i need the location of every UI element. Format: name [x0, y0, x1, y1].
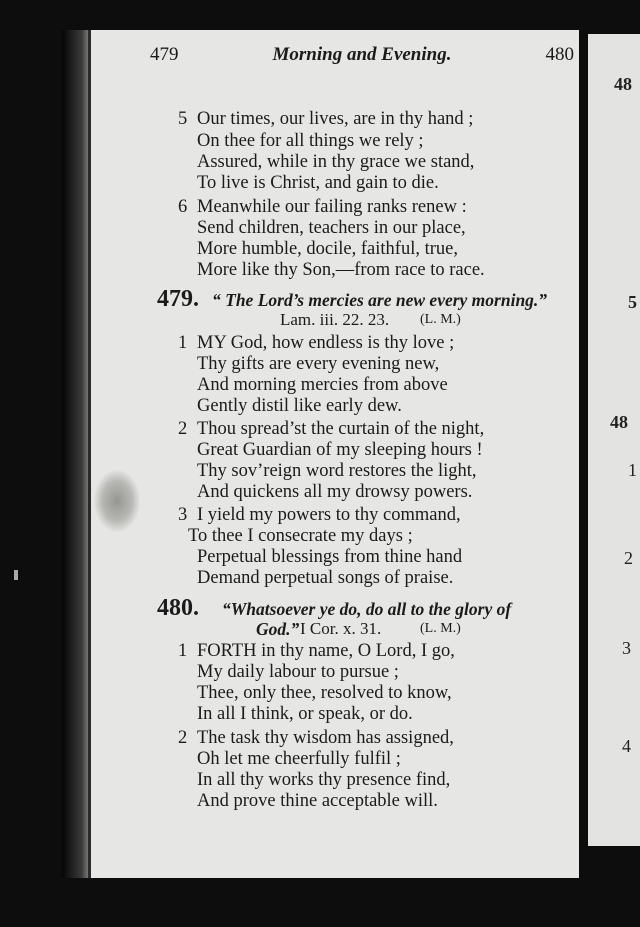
verse-line: Meanwhile our failing ranks renew :	[197, 197, 467, 217]
verse-line: And morning mercies from above	[197, 375, 448, 395]
hymn-number: 479.	[157, 286, 199, 312]
adjacent-hymn-number: 48	[610, 412, 628, 432]
verse-number: 1	[178, 333, 188, 353]
book-gutter-shadow	[62, 30, 90, 878]
adjacent-page-edge	[588, 34, 640, 846]
paper-stain	[94, 470, 140, 532]
verse-number: 5	[178, 109, 188, 129]
page-number-right: 480	[545, 44, 574, 65]
hymn-number: 480.	[157, 595, 199, 621]
verse-line: And quickens all my drowsy powers.	[197, 482, 473, 502]
verse-line: Gently distil like early dew.	[197, 396, 402, 416]
verse-line: Great Guardian of my sleeping hours !	[197, 440, 483, 460]
verse-line: In all I think, or speak, or do.	[197, 704, 413, 724]
verse-line: Thy gifts are every evening new,	[197, 354, 440, 374]
verse-line: On thee for all things we rely ;	[197, 131, 424, 151]
verse-line: More like thy Son,—from race to race.	[197, 260, 485, 280]
hymn-title: “Whatsoever ye do, do all to the glory of	[222, 599, 512, 619]
verse-line: MY God, how endless is thy love ;	[197, 333, 455, 353]
verse-line: My daily labour to pursue ;	[197, 662, 399, 682]
verse-line: Thee, only thee, resolved to know,	[197, 683, 452, 703]
verse-line: To live is Christ, and gain to die.	[197, 173, 439, 193]
verse-line: Perpetual blessings from thine hand	[197, 547, 463, 567]
verse-line: Demand perpetual songs of praise.	[197, 568, 454, 588]
verse-line: Send children, teachers in our place,	[197, 218, 466, 238]
margin-mark	[14, 570, 18, 580]
verse-line: The task thy wisdom has assigned,	[197, 728, 454, 748]
verse-line: Thy sov’reign word restores the light,	[197, 461, 477, 481]
hymn-meter: (L. M.)	[420, 312, 461, 327]
adjacent-verse-number: 3	[622, 638, 631, 658]
adjacent-verse-number: 2	[624, 548, 633, 568]
hymn-title-continued: God.”	[256, 619, 300, 639]
adjacent-verse-number: 1	[628, 460, 637, 480]
verse-number: 1	[178, 641, 188, 661]
verse-number: 2	[178, 728, 188, 748]
hymn-title: “ The Lord’s mercies are new every morning.”	[212, 290, 548, 310]
verse-line: Assured, while in thy grace we stand,	[197, 152, 475, 172]
verse-line: FORTH in thy name, O Lord, I go,	[197, 641, 455, 661]
adjacent-hymn-number: 5	[628, 292, 637, 312]
scripture-reference: Lam. iii. 22. 23.	[280, 310, 390, 329]
verse-line: I yield my powers to thy command,	[197, 505, 461, 525]
page-number-left: 479	[150, 44, 179, 65]
verse-line: More humble, docile, faithful, true,	[197, 239, 458, 259]
verse-line: And prove thine acceptable will.	[197, 791, 438, 811]
verse-line: Oh let me cheerfully fulfil ;	[197, 749, 401, 769]
verse-line: In all thy works thy presence find,	[197, 770, 451, 790]
running-title: Morning and Evening.	[272, 44, 452, 65]
verse-number: 2	[178, 419, 188, 439]
hymn-meter: (L. M.)	[420, 621, 461, 636]
verse-line: To thee I consecrate my days ;	[188, 526, 413, 546]
verse-number: 3	[178, 505, 188, 525]
verse-line: Our times, our lives, are in thy hand ;	[197, 109, 474, 129]
scripture-reference: I Cor. x. 31.	[300, 619, 382, 638]
adjacent-verse-number: 4	[622, 736, 631, 756]
verse-line: Thou spread’st the curtain of the night,	[197, 419, 485, 439]
verse-number: 6	[178, 197, 188, 217]
adjacent-page-number: 48	[614, 74, 632, 94]
